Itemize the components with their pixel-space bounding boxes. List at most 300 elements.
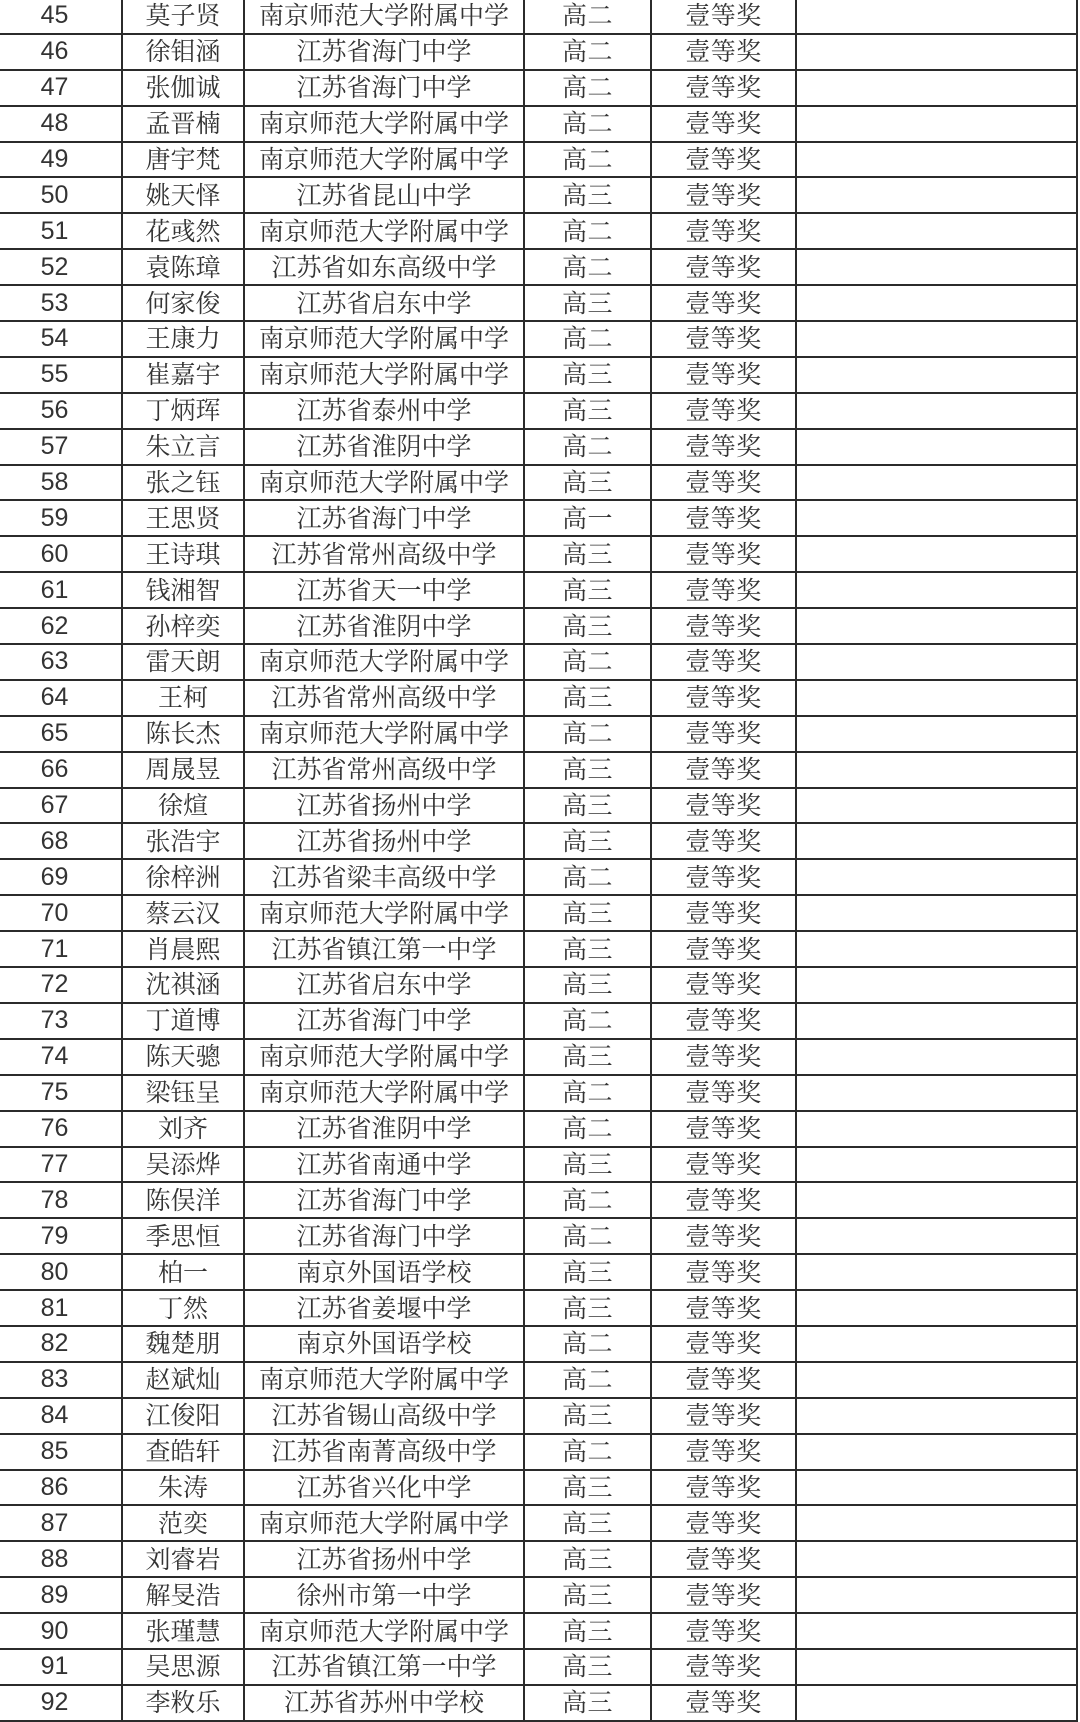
cell-award: 壹等奖: [651, 967, 796, 1003]
cell-no: 61: [0, 572, 122, 608]
cell-name: 解旻浩: [122, 1577, 244, 1613]
table-row: [0, 213, 1077, 249]
table-row: [0, 823, 1077, 859]
cell-award: 壹等奖: [651, 213, 796, 249]
cell-no: 81: [0, 1290, 122, 1326]
cell-name: 张之钰: [122, 465, 244, 501]
cell-name: 梁钰呈: [122, 1075, 244, 1111]
cell-name: 陈天骢: [122, 1039, 244, 1075]
cell-remark: [796, 1649, 1077, 1685]
cell-name: 柏一: [122, 1254, 244, 1290]
cell-name: 朱立言: [122, 429, 244, 465]
cell-grade: 高三: [524, 1541, 651, 1577]
cell-remark: [796, 1434, 1077, 1470]
cell-name: 王柯: [122, 680, 244, 716]
cell-grade: 高三: [524, 465, 651, 501]
cell-award: 壹等奖: [651, 1541, 796, 1577]
cell-no: 50: [0, 177, 122, 213]
cell-award: 壹等奖: [651, 106, 796, 142]
cell-school: 江苏省天一中学: [244, 572, 524, 608]
cell-school: 江苏省扬州中学: [244, 788, 524, 824]
cell-name: 何家俊: [122, 285, 244, 321]
cell-school: 江苏省常州高级中学: [244, 680, 524, 716]
cell-name: 陈长杰: [122, 716, 244, 752]
table-row: [0, 931, 1077, 967]
cell-name: 刘睿岩: [122, 1541, 244, 1577]
cell-grade: 高三: [524, 393, 651, 429]
cell-remark: [796, 608, 1077, 644]
cell-award: 壹等奖: [651, 1434, 796, 1470]
table-row: [0, 752, 1077, 788]
cell-award: 壹等奖: [651, 716, 796, 752]
table-row: [0, 859, 1077, 895]
cell-remark: [796, 572, 1077, 608]
cell-school: 南京师范大学附属中学: [244, 321, 524, 357]
table-row: [0, 70, 1077, 106]
cell-grade: 高二: [524, 1434, 651, 1470]
cell-grade: 高二: [524, 249, 651, 285]
cell-name: 王思贤: [122, 500, 244, 536]
cell-award: 壹等奖: [651, 249, 796, 285]
cell-grade: 高三: [524, 1039, 651, 1075]
cell-name: 孙梓奕: [122, 608, 244, 644]
cell-school: 江苏省常州高级中学: [244, 536, 524, 572]
cell-school: 南京师范大学附属中学: [244, 142, 524, 178]
cell-grade: 高二: [524, 644, 651, 680]
cell-grade: 高三: [524, 680, 651, 716]
cell-name: 刘齐: [122, 1111, 244, 1147]
cell-grade: 高二: [524, 1075, 651, 1111]
cell-award: 壹等奖: [651, 1613, 796, 1649]
cell-school: 江苏省镇江第一中学: [244, 1649, 524, 1685]
cell-name: 丁炳珲: [122, 393, 244, 429]
cell-name: 陈俣洋: [122, 1182, 244, 1218]
cell-name: 李敉乐: [122, 1685, 244, 1721]
cell-no: 64: [0, 680, 122, 716]
cell-name: 雷天朗: [122, 644, 244, 680]
cell-award: 壹等奖: [651, 1505, 796, 1541]
cell-no: 52: [0, 249, 122, 285]
cell-school: 江苏省常州高级中学: [244, 752, 524, 788]
table-row: [0, 1147, 1077, 1183]
cell-remark: [796, 34, 1077, 70]
cell-name: 徐梓洲: [122, 859, 244, 895]
cell-award: 壹等奖: [651, 500, 796, 536]
cell-school: 南京师范大学附属中学: [244, 895, 524, 931]
cell-no: 70: [0, 895, 122, 931]
table-row: [0, 572, 1077, 608]
table-row: [0, 357, 1077, 393]
cell-no: 88: [0, 1541, 122, 1577]
cell-school: 南京外国语学校: [244, 1254, 524, 1290]
cell-grade: 高二: [524, 429, 651, 465]
cell-remark: [796, 213, 1077, 249]
table-row: [0, 177, 1077, 213]
table-row: [0, 1398, 1077, 1434]
cell-name: 吴思源: [122, 1649, 244, 1685]
cell-grade: 高三: [524, 1147, 651, 1183]
table-row: [0, 1505, 1077, 1541]
cell-award: 壹等奖: [651, 393, 796, 429]
cell-school: 江苏省启东中学: [244, 285, 524, 321]
cell-name: 朱涛: [122, 1470, 244, 1506]
cell-school: 江苏省海门中学: [244, 70, 524, 106]
cell-no: 68: [0, 823, 122, 859]
cell-award: 壹等奖: [651, 823, 796, 859]
table-row: [0, 1290, 1077, 1326]
cell-grade: 高二: [524, 142, 651, 178]
cell-name: 吴添烨: [122, 1147, 244, 1183]
cell-school: 江苏省海门中学: [244, 1003, 524, 1039]
cell-grade: 高二: [524, 1218, 651, 1254]
cell-no: 59: [0, 500, 122, 536]
cell-award: 壹等奖: [651, 0, 796, 34]
table-row: [0, 788, 1077, 824]
cell-remark: [796, 500, 1077, 536]
cell-school: 江苏省锡山高级中学: [244, 1398, 524, 1434]
cell-remark: [796, 1147, 1077, 1183]
cell-name: 徐钼涵: [122, 34, 244, 70]
cell-grade: 高二: [524, 106, 651, 142]
cell-name: 唐宇梵: [122, 142, 244, 178]
cell-no: 67: [0, 788, 122, 824]
cell-award: 壹等奖: [651, 1003, 796, 1039]
table-row: [0, 34, 1077, 70]
cell-name: 江俊阳: [122, 1398, 244, 1434]
cell-no: 47: [0, 70, 122, 106]
cell-award: 壹等奖: [651, 429, 796, 465]
cell-no: 65: [0, 716, 122, 752]
table-row: [0, 1039, 1077, 1075]
cell-award: 壹等奖: [651, 1075, 796, 1111]
cell-award: 壹等奖: [651, 1326, 796, 1362]
cell-grade: 高三: [524, 536, 651, 572]
table-row: [0, 1075, 1077, 1111]
cell-award: 壹等奖: [651, 1290, 796, 1326]
cell-name: 徐煊: [122, 788, 244, 824]
cell-school: 南京师范大学附属中学: [244, 465, 524, 501]
cell-school: 江苏省如东高级中学: [244, 249, 524, 285]
cell-remark: [796, 106, 1077, 142]
cell-school: 徐州市第一中学: [244, 1577, 524, 1613]
cell-award: 壹等奖: [651, 357, 796, 393]
cell-school: 江苏省昆山中学: [244, 177, 524, 213]
cell-no: 74: [0, 1039, 122, 1075]
cell-grade: 高三: [524, 1649, 651, 1685]
cell-remark: [796, 716, 1077, 752]
cell-no: 62: [0, 608, 122, 644]
cell-name: 范奕: [122, 1505, 244, 1541]
cell-grade: 高三: [524, 1613, 651, 1649]
table-row: [0, 1111, 1077, 1147]
cell-remark: [796, 1398, 1077, 1434]
cell-grade: 高三: [524, 608, 651, 644]
cell-grade: 高三: [524, 931, 651, 967]
cell-grade: 高三: [524, 1290, 651, 1326]
cell-award: 壹等奖: [651, 1254, 796, 1290]
cell-remark: [796, 1470, 1077, 1506]
cell-remark: [796, 1290, 1077, 1326]
cell-name: 花彧然: [122, 213, 244, 249]
cell-remark: [796, 536, 1077, 572]
table-row: [0, 393, 1077, 429]
cell-school: 南京外国语学校: [244, 1326, 524, 1362]
cell-remark: [796, 357, 1077, 393]
cell-grade: 高二: [524, 1326, 651, 1362]
cell-remark: [796, 429, 1077, 465]
cell-no: 83: [0, 1362, 122, 1398]
cell-no: 55: [0, 357, 122, 393]
cell-no: 45: [0, 0, 122, 34]
cell-remark: [796, 393, 1077, 429]
cell-award: 壹等奖: [651, 142, 796, 178]
cell-remark: [796, 1685, 1077, 1721]
cell-award: 壹等奖: [651, 752, 796, 788]
cell-remark: [796, 1039, 1077, 1075]
cell-school: 南京师范大学附属中学: [244, 1505, 524, 1541]
cell-award: 壹等奖: [651, 1577, 796, 1613]
cell-name: 丁道博: [122, 1003, 244, 1039]
cell-school: 南京师范大学附属中学: [244, 644, 524, 680]
cell-remark: [796, 1254, 1077, 1290]
cell-award: 壹等奖: [651, 644, 796, 680]
cell-no: 58: [0, 465, 122, 501]
cell-school: 南京师范大学附属中学: [244, 1613, 524, 1649]
cell-no: 86: [0, 1470, 122, 1506]
cell-award: 壹等奖: [651, 608, 796, 644]
cell-grade: 高二: [524, 716, 651, 752]
cell-remark: [796, 1577, 1077, 1613]
cell-school: 江苏省海门中学: [244, 1182, 524, 1218]
table-row: [0, 429, 1077, 465]
cell-school: 江苏省海门中学: [244, 1218, 524, 1254]
cell-grade: 高二: [524, 321, 651, 357]
cell-name: 肖晨熙: [122, 931, 244, 967]
cell-remark: [796, 1362, 1077, 1398]
cell-grade: 高三: [524, 788, 651, 824]
cell-school: 江苏省扬州中学: [244, 823, 524, 859]
cell-no: 57: [0, 429, 122, 465]
cell-no: 73: [0, 1003, 122, 1039]
cell-grade: 高三: [524, 752, 651, 788]
table-row: [0, 1254, 1077, 1290]
table-row: [0, 1577, 1077, 1613]
cell-remark: [796, 1111, 1077, 1147]
cell-school: 江苏省淮阴中学: [244, 608, 524, 644]
cell-remark: [796, 249, 1077, 285]
cell-name: 莫子贤: [122, 0, 244, 34]
cell-remark: [796, 465, 1077, 501]
cell-school: 江苏省苏州中学校: [244, 1685, 524, 1721]
cell-no: 51: [0, 213, 122, 249]
cell-remark: [796, 752, 1077, 788]
cell-remark: [796, 177, 1077, 213]
cell-school: 江苏省淮阴中学: [244, 1111, 524, 1147]
table-row: [0, 142, 1077, 178]
cell-award: 壹等奖: [651, 321, 796, 357]
cell-school: 南京师范大学附属中学: [244, 1039, 524, 1075]
cell-no: 79: [0, 1218, 122, 1254]
cell-remark: [796, 680, 1077, 716]
table-row: [0, 1326, 1077, 1362]
cell-award: 壹等奖: [651, 1685, 796, 1721]
table-row: [0, 1470, 1077, 1506]
cell-remark: [796, 1613, 1077, 1649]
table-row: [0, 536, 1077, 572]
cell-remark: [796, 1218, 1077, 1254]
cell-remark: [796, 859, 1077, 895]
cell-award: 壹等奖: [651, 895, 796, 931]
cell-no: 60: [0, 536, 122, 572]
cell-remark: [796, 895, 1077, 931]
cell-no: 69: [0, 859, 122, 895]
cell-school: 江苏省海门中学: [244, 500, 524, 536]
cell-award: 壹等奖: [651, 1147, 796, 1183]
cell-award: 壹等奖: [651, 931, 796, 967]
cell-remark: [796, 788, 1077, 824]
cell-grade: 高一: [524, 500, 651, 536]
table-row: [0, 1218, 1077, 1254]
cell-no: 76: [0, 1111, 122, 1147]
cell-award: 壹等奖: [651, 680, 796, 716]
table-row: [0, 1541, 1077, 1577]
cell-school: 江苏省梁丰高级中学: [244, 859, 524, 895]
cell-remark: [796, 0, 1077, 34]
table-row: [0, 1362, 1077, 1398]
cell-no: 46: [0, 34, 122, 70]
cell-no: 72: [0, 967, 122, 1003]
cell-school: 江苏省镇江第一中学: [244, 931, 524, 967]
cell-name: 张瑾慧: [122, 1613, 244, 1649]
cell-remark: [796, 70, 1077, 106]
table-row: [0, 1649, 1077, 1685]
cell-school: 南京师范大学附属中学: [244, 213, 524, 249]
cell-remark: [796, 1505, 1077, 1541]
cell-name: 王康力: [122, 321, 244, 357]
cell-no: 89: [0, 1577, 122, 1613]
table-row: [0, 967, 1077, 1003]
table-row: [0, 0, 1077, 34]
cell-grade: 高三: [524, 895, 651, 931]
cell-grade: 高二: [524, 1362, 651, 1398]
cell-name: 袁陈璋: [122, 249, 244, 285]
cell-no: 77: [0, 1147, 122, 1183]
cell-school: 江苏省淮阴中学: [244, 429, 524, 465]
cell-name: 蔡云汉: [122, 895, 244, 931]
cell-grade: 高三: [524, 285, 651, 321]
table-row: [0, 1003, 1077, 1039]
cell-school: 江苏省兴化中学: [244, 1470, 524, 1506]
cell-school: 南京师范大学附属中学: [244, 1362, 524, 1398]
cell-grade: 高二: [524, 1182, 651, 1218]
cell-grade: 高二: [524, 0, 651, 34]
table-row: [0, 106, 1077, 142]
cell-name: 查皓轩: [122, 1434, 244, 1470]
table-row: [0, 249, 1077, 285]
cell-award: 壹等奖: [651, 285, 796, 321]
cell-remark: [796, 1326, 1077, 1362]
cell-award: 壹等奖: [651, 70, 796, 106]
cell-remark: [796, 931, 1077, 967]
cell-award: 壹等奖: [651, 1398, 796, 1434]
cell-award: 壹等奖: [651, 1362, 796, 1398]
cell-grade: 高二: [524, 34, 651, 70]
cell-grade: 高三: [524, 1254, 651, 1290]
cell-grade: 高三: [524, 1685, 651, 1721]
table-row: [0, 895, 1077, 931]
cell-award: 壹等奖: [651, 536, 796, 572]
table-row: [0, 285, 1077, 321]
cell-name: 丁然: [122, 1290, 244, 1326]
table-row: [0, 1613, 1077, 1649]
cell-school: 南京师范大学附属中学: [244, 357, 524, 393]
cell-no: 66: [0, 752, 122, 788]
cell-school: 江苏省启东中学: [244, 967, 524, 1003]
cell-school: 江苏省海门中学: [244, 34, 524, 70]
cell-no: 63: [0, 644, 122, 680]
cell-remark: [796, 1075, 1077, 1111]
cell-name: 张浩宇: [122, 823, 244, 859]
cell-school: 江苏省泰州中学: [244, 393, 524, 429]
cell-name: 崔嘉宇: [122, 357, 244, 393]
table-row: [0, 716, 1077, 752]
cell-remark: [796, 967, 1077, 1003]
cell-no: 53: [0, 285, 122, 321]
cell-remark: [796, 321, 1077, 357]
cell-school: 江苏省南通中学: [244, 1147, 524, 1183]
cell-grade: 高三: [524, 1470, 651, 1506]
cell-name: 季思恒: [122, 1218, 244, 1254]
cell-award: 壹等奖: [651, 572, 796, 608]
cell-school: 南京师范大学附属中学: [244, 716, 524, 752]
cell-name: 孟晋楠: [122, 106, 244, 142]
cell-name: 沈祺涵: [122, 967, 244, 1003]
cell-award: 壹等奖: [651, 1039, 796, 1075]
cell-remark: [796, 1182, 1077, 1218]
table-row: [0, 321, 1077, 357]
cell-grade: 高三: [524, 357, 651, 393]
cell-remark: [796, 644, 1077, 680]
cell-school: 南京师范大学附属中学: [244, 106, 524, 142]
cell-no: 75: [0, 1075, 122, 1111]
cell-school: 江苏省姜堰中学: [244, 1290, 524, 1326]
cell-grade: 高三: [524, 177, 651, 213]
table-row: [0, 680, 1077, 716]
cell-no: 85: [0, 1434, 122, 1470]
cell-grade: 高三: [524, 1398, 651, 1434]
cell-remark: [796, 1541, 1077, 1577]
cell-no: 82: [0, 1326, 122, 1362]
cell-grade: 高二: [524, 70, 651, 106]
cell-school: 江苏省扬州中学: [244, 1541, 524, 1577]
cell-school: 南京师范大学附属中学: [244, 0, 524, 34]
cell-school: 江苏省南菁高级中学: [244, 1434, 524, 1470]
cell-no: 71: [0, 931, 122, 967]
cell-no: 90: [0, 1613, 122, 1649]
cell-grade: 高二: [524, 859, 651, 895]
cell-award: 壹等奖: [651, 1470, 796, 1506]
cell-no: 48: [0, 106, 122, 142]
cell-award: 壹等奖: [651, 1182, 796, 1218]
cell-grade: 高二: [524, 1111, 651, 1147]
cell-name: 赵斌灿: [122, 1362, 244, 1398]
cell-no: 80: [0, 1254, 122, 1290]
cell-grade: 高二: [524, 213, 651, 249]
cell-no: 54: [0, 321, 122, 357]
cell-remark: [796, 823, 1077, 859]
table-row: [0, 1434, 1077, 1470]
cell-school: 南京师范大学附属中学: [244, 1075, 524, 1111]
